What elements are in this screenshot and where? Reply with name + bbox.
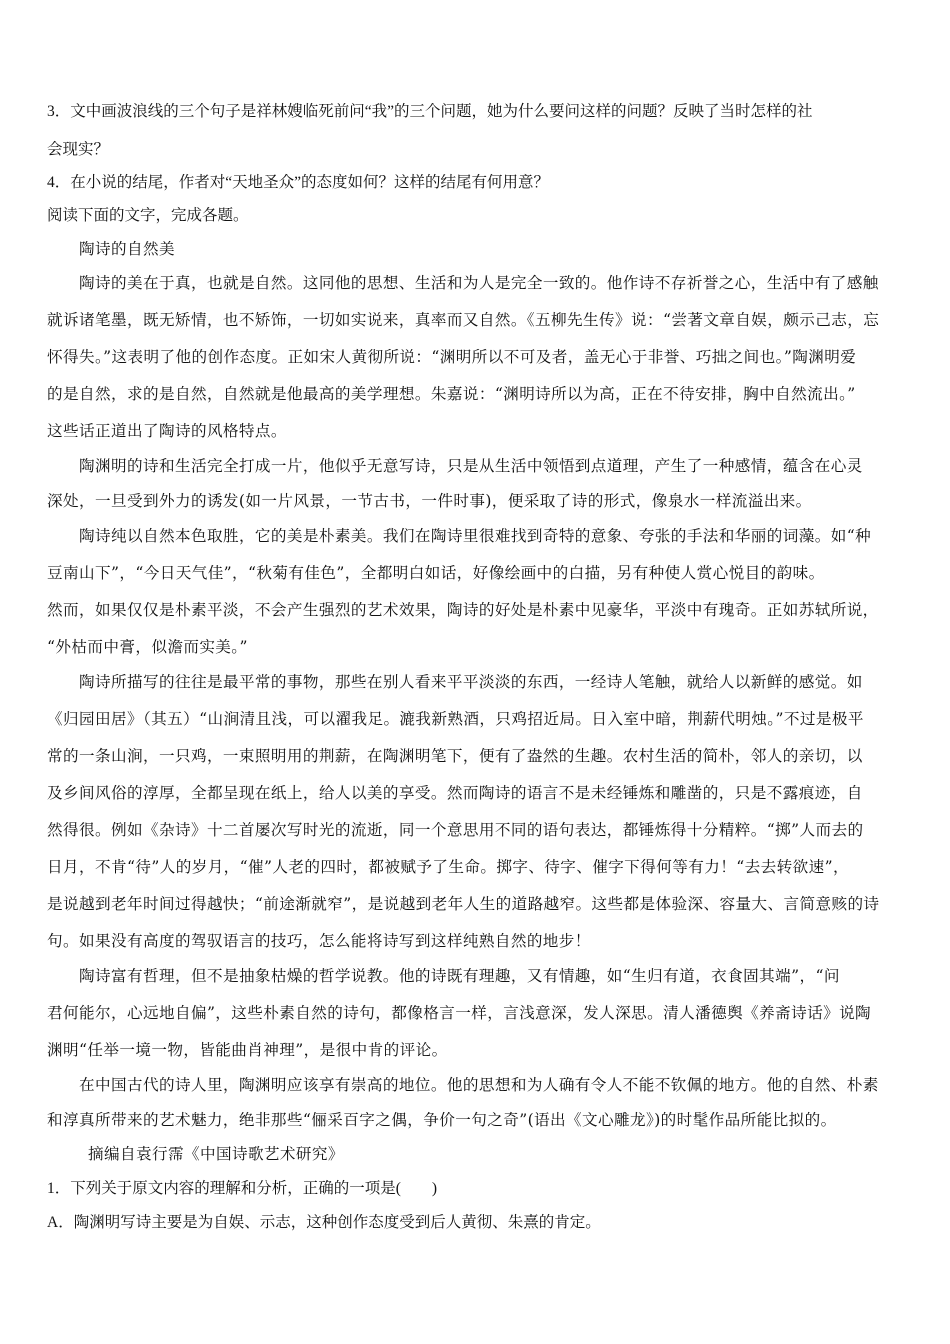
article-line: 是说越到老年时间过得越快；“前途渐就窄”，是说越到老年人生的道路越窄。这些都是体验深、容量大、言简意赅的诗 xyxy=(47,895,880,913)
article-line: 陶渊明的诗和生活完全打成一片，他似乎无意写诗，只是从生活中领悟到点道理，产生了一种感情，蕴含在心灵 xyxy=(79,457,863,475)
question-3-line-2: 会现实？ xyxy=(47,141,110,158)
article-line: 陶诗所描写的往往是最平常的事物，那些在别人看来平平淡淡的东西，一经诗人笔触，就给人以新鲜的感觉。如 xyxy=(79,673,863,691)
article-line: 《归园田居》（其五）“山涧清且浅，可以濯我足。漉我新熟酒，只鸡招近局。日入室中暗，荆薪代明烛。”不过是极平 xyxy=(47,710,864,728)
article-line: 日月，不肯“待”人的岁月，“催”人老的四时，都被赋予了生命。掷字、待字、催字下得何等有力！“去去转欲速”， xyxy=(47,858,849,876)
article-line: 这些话正道出了陶诗的风格特点。 xyxy=(47,422,287,440)
reading-instruction: 阅读下面的文字，完成各题。 xyxy=(47,207,249,224)
article-line: 及乡间风俗的淳厚，全都呈现在纸上，给人以美的享受。然而陶诗的语言不是未经锤炼和雕凿的，只是不露痕迹，自 xyxy=(47,784,863,802)
question-3-line-1: 3．文中画波浪线的三个句子是祥林嫂临死前问“我”的三个问题，她为什么要问这样的问题？反映了当时怎样的社 xyxy=(47,103,813,120)
article-line: 常的一条山涧，一只鸡，一束照明用的荆薪，在陶渊明笔下，便有了盎然的生趣。农村生活的简朴，邻人的亲切，以 xyxy=(47,747,863,765)
article-line: 渊明“任举一境一物，皆能曲肖神理”，是很中肯的评论。 xyxy=(47,1041,448,1059)
article-line: 的是自然，求的是自然，自然就是他最高的美学理想。朱嘉说：“渊明诗所以为高，正在不待安排，胸中自然流出。” xyxy=(47,385,856,403)
article-line: 怀得失。”这表明了他的创作态度。正如宋人黄彻所说：“渊明所以不可及者，盖无心于非誉、巧拙之间也。”陶渊明爱 xyxy=(47,348,857,366)
article-source: 摘编自袁行霈《中国诗歌艺术研究》 xyxy=(88,1145,344,1163)
article-line: 陶诗的美在于真，也就是自然。这同他的思想、生活和为人是完全一致的。他作诗不存祈誉之心，生活中有了感触 xyxy=(79,274,879,292)
article-line: 和淳真所带来的艺术魅力，绝非那些“俪采百字之偶，争价一句之奇”(语出《文心雕龙》)的时髦作品所能比拟的。 xyxy=(47,1111,837,1129)
article-line: 然得很。例如《杂诗》十二首屡次写时光的流逝，同一个意思用不同的语句表达，都锤炼得十分精粹。“掷”人而去的 xyxy=(47,821,864,839)
article-line: 就诉诸笔墨，既无矫情，也不矫饰，一切如实说来，真率而又自然。《五柳先生传》说：“尝著文章自娱，颇示己志，忘 xyxy=(47,311,880,329)
option-a: A．陶渊明写诗主要是为自娱、示志，这种创作态度受到后人黄彻、朱熹的肯定。 xyxy=(47,1214,601,1231)
article-line: 君何能尔，心远地自偏”，这些朴素自然的诗句，都像格言一样，言浅意深，发人深思。清人潘德舆《养斋诗话》说陶 xyxy=(47,1004,872,1022)
article-line: “外枯而中膏，似澹而实美。” xyxy=(47,638,248,656)
article-title: 陶诗的自然美 xyxy=(79,240,175,258)
article-line: 豆南山下”，“今日天气佳”，“秋菊有佳色”，全都明白如话，好像绘画中的白描，另有种使人赏心悦目的韵味。 xyxy=(47,564,825,582)
article-line: 陶诗富有哲理，但不是抽象枯燥的哲学说教。他的诗既有理趣，又有情趣，如“生归有道，衣食固其端”，“问 xyxy=(79,967,840,985)
article-line: 深处，一旦受到外力的诱发(如一片风景，一节古书，一件时事)，便采取了诗的形式，像泉水一样流溢出来。 xyxy=(47,492,812,510)
question-4: 4．在小说的结尾，作者对“天地圣众”的态度如何？这样的结尾有何用意？ xyxy=(47,174,550,191)
question-1: 1．下列关于原文内容的理解和分析，正确的一项是( ) xyxy=(47,1180,438,1197)
article-line: 句。如果没有高度的驾驭语言的技巧，怎么能将诗写到这样纯熟自然的地步！ xyxy=(47,932,591,950)
article-line: 在中国古代的诗人里，陶渊明应该享有崇高的地位。他的思想和为人确有令人不能不钦佩的地方。他的自然、朴素 xyxy=(79,1076,879,1094)
article-line: 陶诗纯以自然本色取胜，它的美是朴素美。我们在陶诗里很难找到奇特的意象、夸张的手法和华丽的词藻。如“种 xyxy=(79,527,872,545)
article-line: 然而，如果仅仅是朴素平淡，不会产生强烈的艺术效果，陶诗的好处是朴素中见豪华，平淡中有瑰奇。正如苏轼所说， xyxy=(47,601,879,619)
